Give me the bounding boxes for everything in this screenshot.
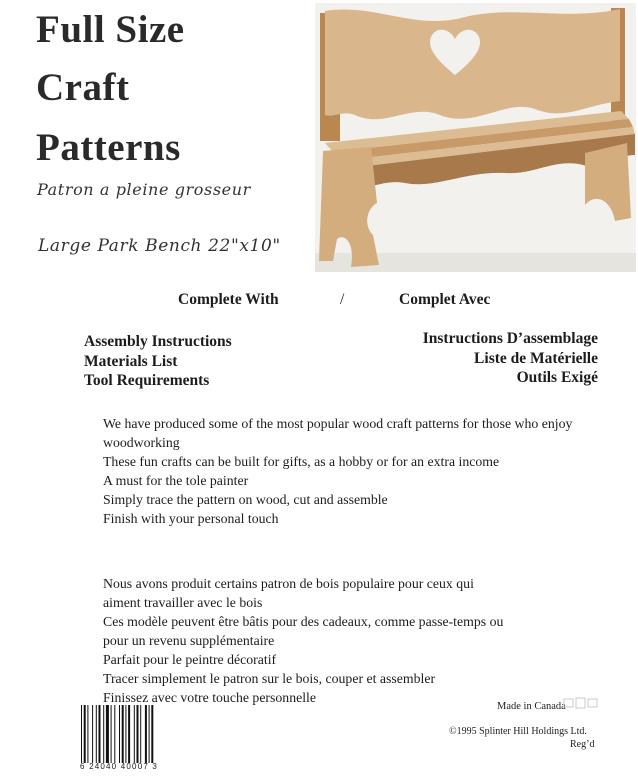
text-line: A must for the tole painter <box>103 473 249 488</box>
model-name: Large Park Bench 22"x10" <box>38 236 281 256</box>
faint-stamp-mark <box>562 696 600 710</box>
barcode-bar <box>122 705 124 763</box>
barcode-bar <box>149 705 150 763</box>
barcode-bar <box>111 705 112 763</box>
list-item: Assembly Instructions <box>84 333 232 350</box>
text-line: Tracer simplement le patron sur le bois, couper et assembler <box>103 671 436 686</box>
french-subtitle: Patron a pleine grosseur <box>37 180 251 199</box>
complete-with-heading: Complete With <box>178 291 279 308</box>
barcode-bar <box>119 705 120 763</box>
list-item: Instructions D’assemblage <box>422 330 598 347</box>
text-line: Parfait pour le peintre décoratif <box>103 652 277 667</box>
text-line: Simply trace the pattern on wood, cut and assemble <box>103 492 388 507</box>
barcode-bar <box>151 705 153 763</box>
copyright-notice: ©1995 Splinter Hill Holdings Ltd. <box>449 726 587 737</box>
bench-photo <box>315 3 636 272</box>
complet-avec-heading: Complet Avec <box>399 291 491 308</box>
barcode-bar <box>96 705 97 763</box>
barcode-bar <box>81 705 82 763</box>
text-line: aiment travailler avec le bois <box>103 595 263 610</box>
text-line: pour un revenu supplémentaire <box>103 633 275 648</box>
text-line: Nous avons produit certains patron de bois populaire pour ceux qui <box>103 576 474 591</box>
list-item: Tool Requirements <box>84 372 210 389</box>
title-line-1: Full Size <box>36 8 185 51</box>
barcode <box>80 705 174 763</box>
barcode-bar <box>92 705 93 763</box>
barcode-bar <box>114 705 115 763</box>
list-item: Materials List <box>84 352 178 370</box>
text-line: woodworking <box>103 435 180 450</box>
barcode-bar <box>103 705 104 763</box>
title-line-2: Craft <box>36 66 130 109</box>
barcode-bar <box>137 705 139 763</box>
barcode-bar <box>125 705 126 763</box>
text-line: We have produced some of the most popular wood craft patterns for those who enjoy <box>103 416 573 431</box>
registered-mark: Reg’d <box>570 739 595 750</box>
text-line: Ces modèle peuvent être bâtis pour des cadeaux, comme passe-temps ou <box>103 614 504 629</box>
heading-separator: / <box>340 291 345 308</box>
list-item: Outils Exigé <box>516 369 598 386</box>
barcode-bar <box>84 705 86 763</box>
barcode-bar <box>134 705 135 763</box>
barcode-bar <box>99 705 101 763</box>
text-line: Finissez avec votre touche personnelle <box>103 690 317 705</box>
text-line: Finish with your personal touch <box>103 511 279 526</box>
barcode-bar <box>87 705 88 763</box>
description-english <box>103 414 572 528</box>
description-french <box>103 574 503 707</box>
includes-list-french <box>423 329 598 388</box>
barcode-bar <box>140 705 141 763</box>
barcode-bar <box>106 705 109 763</box>
title-line-3: Patterns <box>36 126 181 169</box>
text-line: These fun crafts can be built for gifts, as a hobby or for an extra income <box>103 454 500 469</box>
includes-list-english <box>84 332 232 391</box>
barcode-bar <box>128 705 130 763</box>
list-item: Liste de Matérielle <box>474 349 598 367</box>
barcode-digits: 6 24040 40007 3 <box>80 762 159 771</box>
barcode-bar <box>145 705 147 763</box>
made-in-canada: Made in Canada <box>497 701 566 712</box>
